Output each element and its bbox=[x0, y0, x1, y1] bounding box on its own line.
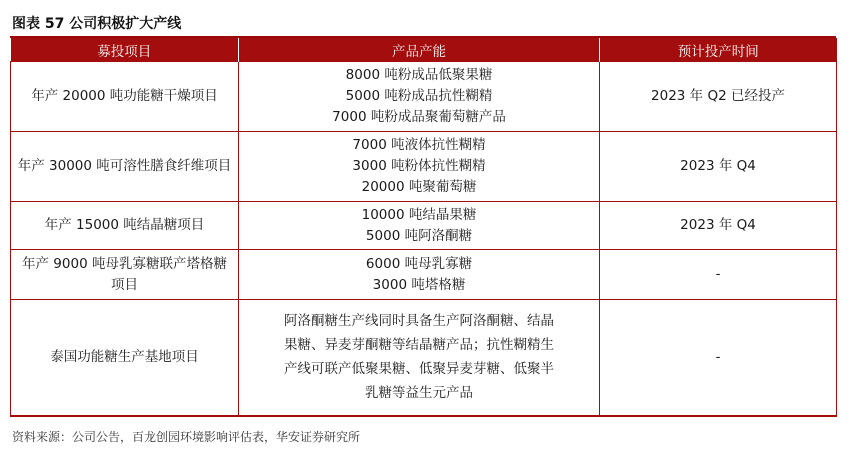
capacity-line: 7000 吨液体抗性糊精 bbox=[352, 137, 486, 153]
capacity-line: 7000 吨粉成品聚葡萄糖产品 bbox=[332, 109, 506, 125]
project-cell: 泰国功能糖生产基地项目 bbox=[11, 300, 239, 416]
capacity-line: 6000 吨母乳寡糖 bbox=[365, 255, 473, 272]
table-row bbox=[11, 202, 837, 250]
capacity-line: 3000 吨塔格糖 bbox=[372, 276, 466, 293]
capacity-line: 20000 吨聚葡萄糖 bbox=[361, 179, 477, 195]
production-time-cell: 2023 年 Q2 已经投产 bbox=[600, 62, 837, 132]
capacity-line: 8000 吨粉成品低聚果糖 bbox=[345, 67, 493, 83]
header-capacity: 产品产能 bbox=[239, 38, 600, 62]
capacity-line: 5000 吨粉成品抗性糊精 bbox=[345, 88, 493, 104]
header-production-time: 预计投产时间 bbox=[600, 38, 837, 62]
capacity-cell bbox=[239, 132, 600, 202]
capacity-line: 抗性糊精生产线可联产低聚果糖、低聚异麦芽糖、低聚半乳糖等益生元产品 bbox=[284, 337, 554, 402]
table-row bbox=[11, 62, 837, 132]
capacity-line: 5000 吨阿洛酮糖 bbox=[365, 227, 473, 244]
capacity-cell bbox=[239, 202, 600, 250]
header-project: 募投项目 bbox=[11, 38, 239, 62]
table-row bbox=[11, 250, 837, 300]
table-row bbox=[11, 300, 837, 416]
capacity-line: 阿洛酮糖生产线同时具备生产阿洛酮糖、结晶果糖、异麦芽酮糖等结晶糖产品； bbox=[284, 313, 554, 354]
capacity-cell bbox=[239, 300, 600, 416]
project-cell: 年产 30000 吨可溶性膳食纤维项目 bbox=[11, 132, 239, 202]
production-time-cell: 2023 年 Q4 bbox=[600, 202, 837, 250]
capacity-line: 10000 吨结晶果糖 bbox=[361, 206, 477, 223]
production-time-cell: - bbox=[600, 250, 837, 300]
production-time-cell: 2023 年 Q4 bbox=[600, 132, 837, 202]
project-cell: 年产 20000 吨功能糖干燥项目 bbox=[11, 62, 239, 132]
source-note: 资料来源：公司公告，百龙创园环境影响评估表，华安证券研究所 bbox=[12, 430, 361, 444]
table-row bbox=[11, 132, 837, 202]
capacity-cell bbox=[239, 62, 600, 132]
capacity-line: 3000 吨粉体抗性糊精 bbox=[352, 158, 486, 174]
capacity-cell bbox=[239, 250, 600, 300]
figure-title: 图表 57 公司积极扩大产线 bbox=[12, 16, 182, 32]
project-cell: 年产 9000 吨母乳寡糖联产塔格糖项目 bbox=[11, 250, 239, 300]
project-cell: 年产 15000 吨结晶糖项目 bbox=[11, 202, 239, 250]
capacity-expansion-table bbox=[10, 38, 837, 417]
table-header-row bbox=[11, 38, 837, 62]
production-time-cell: - bbox=[600, 300, 837, 416]
